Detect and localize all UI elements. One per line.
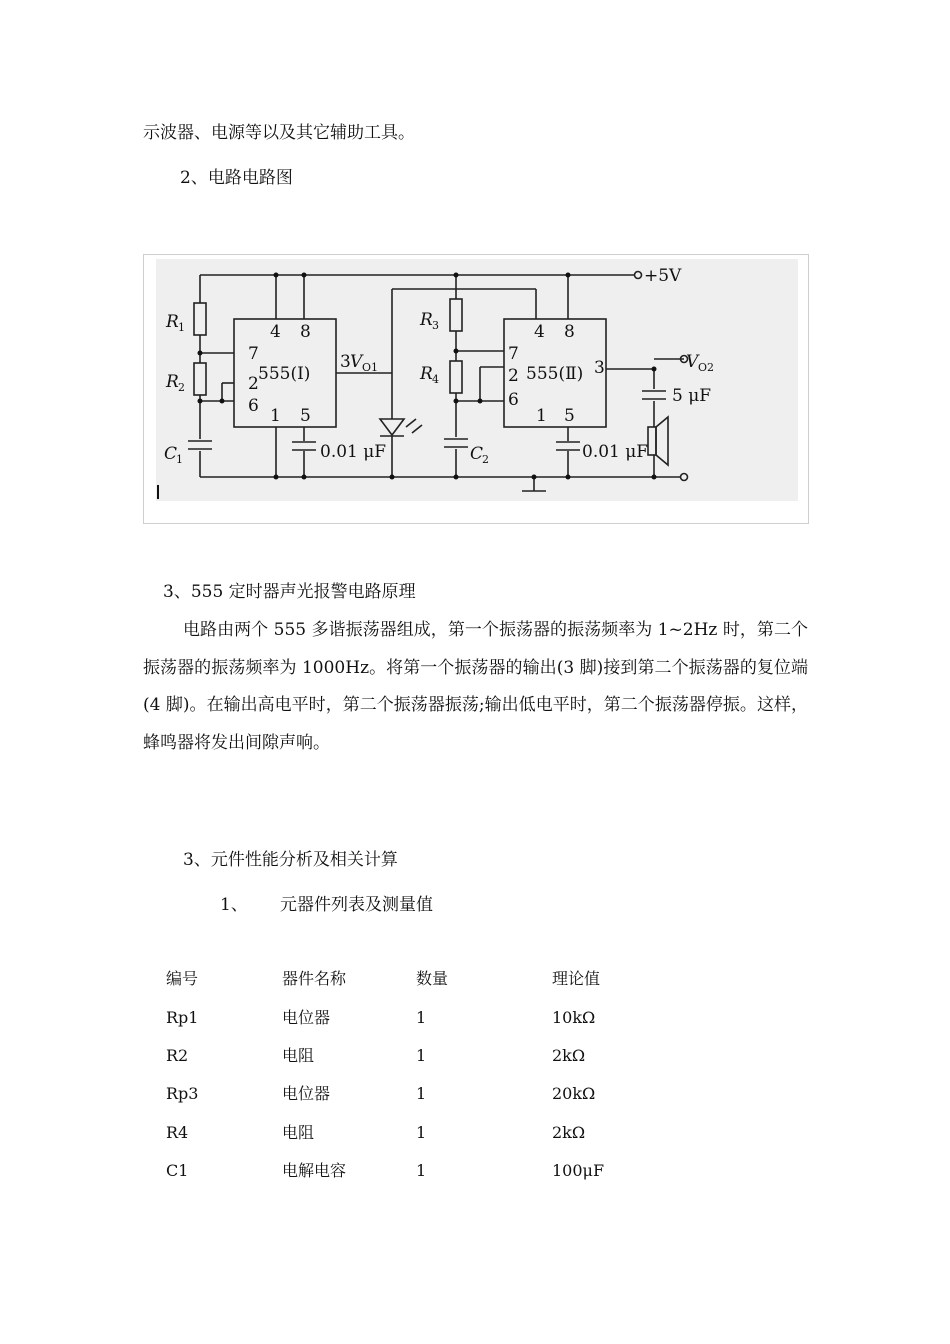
cell-qty: 1 — [416, 1008, 427, 1027]
cell-name: 电阻 — [282, 1123, 315, 1142]
ic1-pin1: 1 — [270, 406, 281, 426]
r4-label: R — [420, 364, 433, 384]
header-id: 编号 — [166, 969, 199, 988]
ic2-pin7: 7 — [508, 344, 519, 364]
cell-qty: 1 — [416, 1123, 427, 1142]
cell-value: 100μF — [552, 1161, 605, 1180]
cell-name: 电阻 — [282, 1046, 315, 1065]
cell-value: 10kΩ — [552, 1008, 596, 1027]
header-name: 器件名称 — [282, 969, 347, 988]
r3-label: R — [420, 310, 433, 330]
header-value: 理论值 — [552, 969, 601, 988]
vo1-label: V — [350, 352, 363, 372]
ic2-pin1: 1 — [536, 406, 547, 426]
r2-label: R — [166, 372, 179, 392]
section3-heading: 3、555 定时器声光报警电路原理 — [163, 582, 416, 602]
c2-sub: 2 — [482, 453, 489, 466]
ic1-pin4: 4 — [270, 322, 281, 342]
r4-sub: 4 — [432, 373, 439, 386]
cell-id: R4 — [166, 1123, 189, 1142]
cell-id: R2 — [166, 1046, 189, 1065]
circuit-diagram — [143, 254, 809, 524]
ic1-pin8: 8 — [300, 322, 311, 342]
ic1-label: 555(Ⅰ) — [258, 364, 311, 384]
ic2-pin8: 8 — [564, 322, 575, 342]
header-qty: 数量 — [416, 969, 449, 988]
cell-name: 电解电容 — [282, 1161, 347, 1180]
r3-sub: 3 — [432, 319, 439, 332]
supply-label: +5V — [644, 266, 682, 286]
cell-qty: 1 — [416, 1046, 427, 1065]
cell-value: 2kΩ — [552, 1046, 586, 1065]
circuit-heading: 2、电路电路图 — [180, 168, 293, 188]
cap2-label: 0.01 μF — [582, 442, 649, 462]
ic1-pin2: 2 — [248, 374, 259, 394]
calc-heading: 3、元件性能分析及相关计算 — [183, 850, 398, 870]
ic2-pin4: 4 — [534, 322, 545, 342]
ic2-label: 555(Ⅱ) — [526, 364, 584, 384]
r1-label: R — [166, 312, 179, 332]
ic1-pin5: 5 — [300, 406, 311, 426]
cell-qty: 1 — [416, 1161, 427, 1180]
cell-value: 2kΩ — [552, 1123, 586, 1142]
r1-sub: 1 — [178, 321, 185, 334]
r2-sub: 2 — [178, 381, 185, 394]
section3-paragraph: 电路由两个 555 多谐振荡器组成，第一个振荡器的振荡频率为 1~2Hz 时，第二个振荡器的振荡频率为 1000Hz。将第一个振荡器的输出(3 脚)接到第二个振荡器的复位端(4 脚)。在输出高电平时，第二个振荡器振荡;输出低电平时，第二个振荡器停振。这样，蜂鸣器将发出间隙声响。 — [143, 620, 808, 753]
vo2-sub: O2 — [698, 361, 715, 374]
ic1-pin3: 3 — [340, 352, 351, 372]
cap1-label: 0.01 μF — [320, 442, 387, 462]
c1-label: C — [164, 444, 178, 464]
ic2-pin6: 6 — [508, 390, 519, 410]
intro-line: 示波器、电源等以及其它辅助工具。 — [143, 123, 415, 143]
c2-label: C — [470, 444, 484, 464]
cell-id: Rp3 — [166, 1084, 199, 1103]
vo1-sub: O1 — [362, 361, 379, 374]
vo2-label: V — [686, 352, 699, 372]
cell-name: 电位器 — [282, 1008, 331, 1027]
cell-value: 20kΩ — [552, 1084, 596, 1103]
component-list-number: 1、 — [220, 895, 248, 915]
ic2-pin2: 2 — [508, 366, 519, 386]
component-list-title: 元器件列表及测量值 — [280, 895, 433, 915]
cell-name: 电位器 — [282, 1084, 331, 1103]
ic1-pin6: 6 — [248, 396, 259, 416]
ic2-pin3: 3 — [594, 358, 605, 378]
cell-id: C1 — [166, 1161, 189, 1180]
ic1-pin7: 7 — [248, 344, 259, 364]
c1-sub: 1 — [176, 453, 183, 466]
cap3-label: 5 μF — [672, 386, 712, 406]
cell-qty: 1 — [416, 1084, 427, 1103]
ic2-pin5: 5 — [564, 406, 575, 426]
cell-id: Rp1 — [166, 1008, 199, 1027]
